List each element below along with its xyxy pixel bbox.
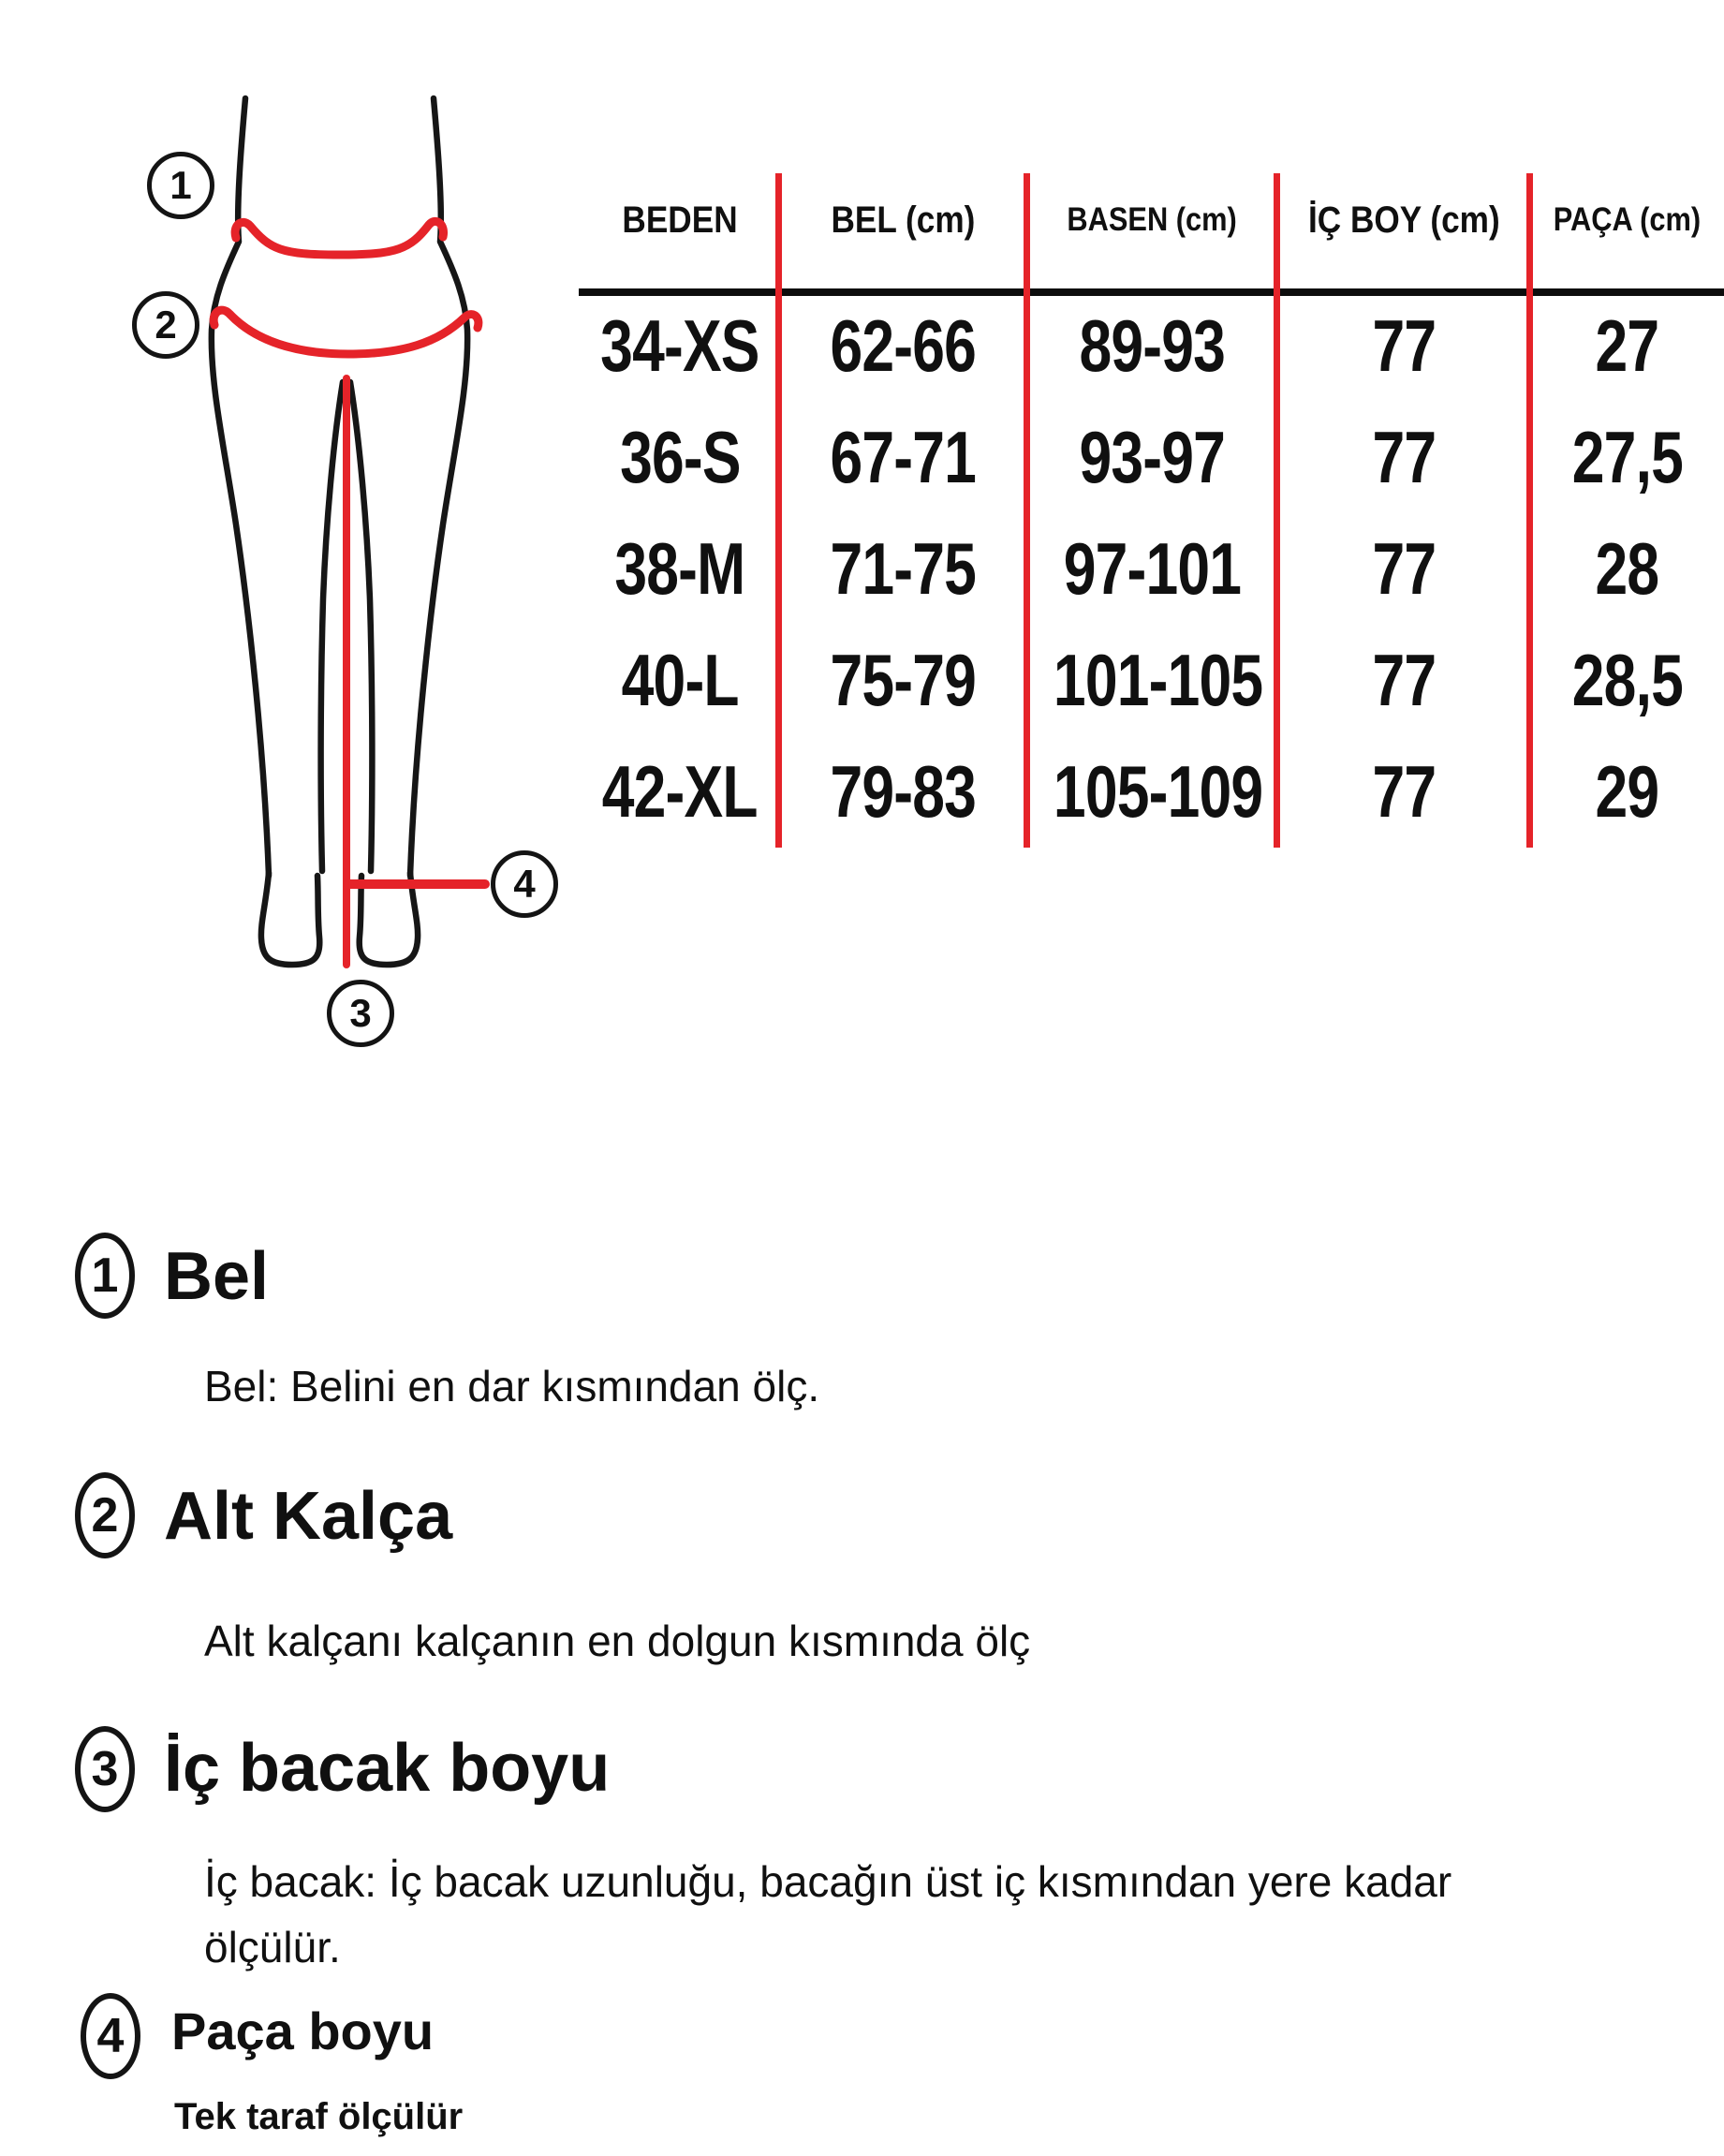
bel-value: 79-83 (830, 750, 977, 833)
table-divider-line (1024, 173, 1030, 848)
bel-value: 71-75 (830, 527, 977, 610)
ic-boy-value: 77 (1372, 527, 1436, 610)
section-1-description: Bel: Belini en dar kısmından ölç. (204, 1362, 820, 1410)
section-1-number-circle: 1 (75, 1233, 135, 1319)
size-row-40-l (581, 625, 1724, 736)
header-underline (579, 288, 1724, 296)
section-1-title: Bel (164, 1239, 270, 1314)
table-divider-line (1274, 173, 1280, 848)
basen-value: 97-101 (1063, 527, 1242, 610)
ic-boy-value: 77 (1372, 639, 1436, 721)
section-2-title: Alt Kalça (164, 1479, 453, 1554)
left-inner-leg-line (321, 382, 343, 871)
section-2-description: Alt kalçanı kalçanın en dolgun kısmında ölç (204, 1617, 1031, 1665)
section-4-number-circle: 4 (81, 1993, 140, 2079)
hip-measure-line (214, 310, 479, 354)
size-row-34-xs (581, 290, 1724, 402)
column-header-paca: PAÇA (cm) (1553, 201, 1702, 238)
basen-value: 105-109 (1053, 750, 1263, 833)
size-row-42-xl (581, 736, 1724, 848)
column-header-beden: BEDEN (622, 199, 738, 241)
section-3-title: İç bacak boyu (164, 1731, 611, 1806)
paca-value: 27 (1595, 304, 1659, 387)
ic-boy-value: 77 (1372, 750, 1436, 833)
column-header-ic-boy: İÇ BOY (cm) (1307, 199, 1500, 241)
size-label: 38-M (614, 527, 745, 610)
basen-value: 93-97 (1079, 416, 1226, 498)
size-table (581, 150, 1724, 848)
right-inner-leg-line (350, 382, 372, 871)
size-row-36-s (581, 402, 1724, 513)
paca-value: 28,5 (1571, 639, 1683, 721)
size-label: 34-XS (600, 304, 759, 387)
column-header-basen: BASEN (cm) (1067, 201, 1238, 238)
ic-boy-value: 77 (1372, 304, 1436, 387)
diagram-marker-3-circle: 3 (327, 980, 394, 1047)
size-table-header-row (581, 150, 1724, 290)
left-foot-outline (261, 873, 319, 965)
section-3-description: İç bacak: İç bacak uzunluğu, bacağın üst iç kısmından yere kadar ölçülür. (204, 1857, 1452, 1971)
paca-value: 27,5 (1571, 416, 1683, 498)
bel-value: 67-71 (830, 416, 977, 498)
section-2-number-circle: 2 (75, 1472, 135, 1558)
bel-value: 75-79 (830, 639, 977, 721)
diagram-marker-4-circle: 4 (491, 850, 558, 918)
section-3-number-circle: 3 (75, 1726, 135, 1812)
diagram-marker-2-circle: 2 (132, 291, 199, 359)
size-label: 42-XL (602, 750, 758, 833)
left-leg-outline (212, 98, 269, 876)
size-label: 40-L (621, 639, 739, 721)
paca-value: 29 (1595, 750, 1659, 833)
basen-value: 89-93 (1079, 304, 1226, 387)
ic-boy-value: 77 (1372, 416, 1436, 498)
column-header-bel: BEL (cm) (831, 199, 976, 241)
legs-diagram (0, 0, 656, 1124)
size-row-38-m (581, 513, 1724, 625)
diagram-marker-1-circle: 1 (147, 152, 214, 219)
section-4-title: Paça boyu (171, 2001, 435, 2060)
waist-measure-line (235, 221, 443, 255)
size-label: 36-S (619, 416, 741, 498)
right-leg-outline (410, 98, 467, 876)
paca-value: 28 (1595, 527, 1659, 610)
bel-value: 62-66 (830, 304, 977, 387)
table-divider-line (1526, 173, 1533, 848)
basen-value: 101-105 (1053, 639, 1263, 721)
table-divider-line (775, 173, 782, 848)
section-4-description: Tek taraf ölçülür (174, 2096, 464, 2137)
